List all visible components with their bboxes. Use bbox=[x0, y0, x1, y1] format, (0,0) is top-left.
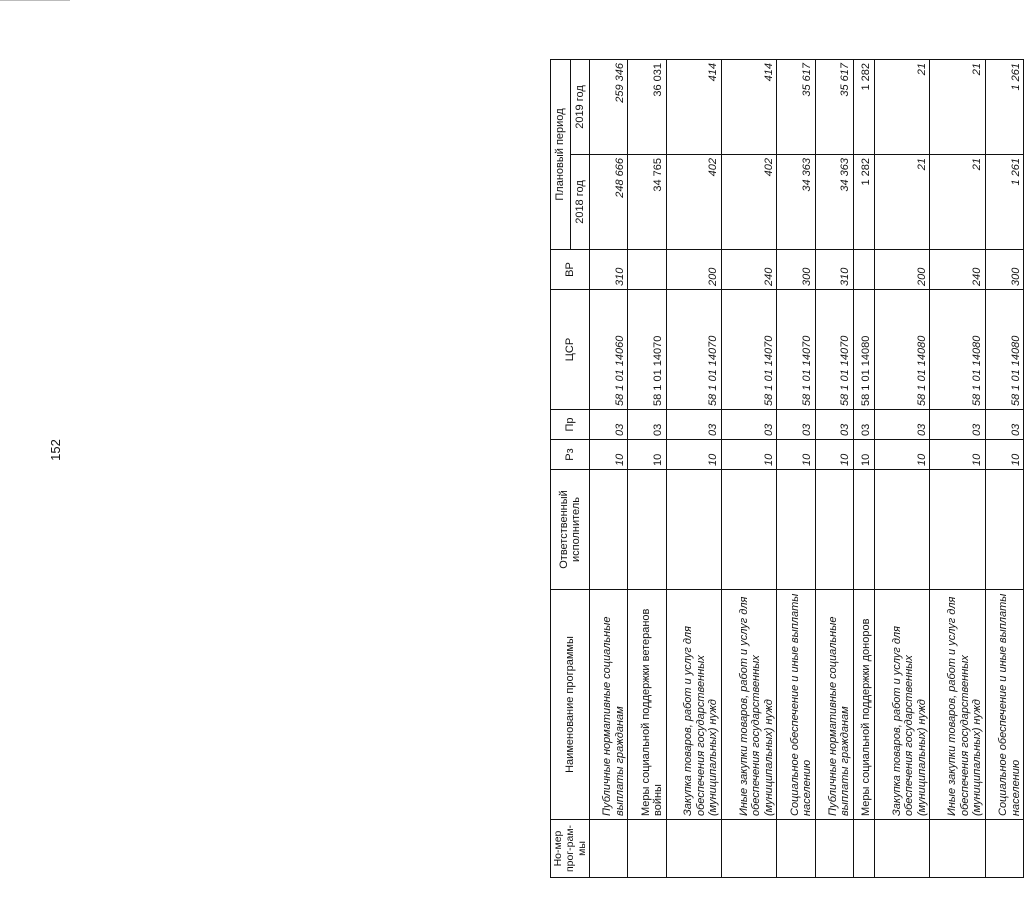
cell-rz: 10 bbox=[777, 440, 815, 470]
cell-pr: 03 bbox=[985, 410, 1023, 440]
cell-vr: 200 bbox=[666, 250, 721, 290]
cell-rz: 10 bbox=[721, 440, 776, 470]
cell-executor bbox=[985, 470, 1023, 590]
cell-program-name: Закупка товаров, работ и услуг для обеспечения государственных (муниципальных) нужд bbox=[874, 590, 929, 820]
cell-number bbox=[777, 820, 815, 878]
cell-2019: 36 031 bbox=[628, 60, 666, 155]
cell-program-name: Меры социальной поддержки ветеранов войны bbox=[628, 590, 666, 820]
cell-2019: 1 282 bbox=[853, 60, 874, 155]
rotated-table-container bbox=[550, 60, 1022, 878]
cell-vr: 310 bbox=[815, 250, 853, 290]
cell-number bbox=[666, 820, 721, 878]
cell-rz: 10 bbox=[590, 440, 628, 470]
header-rz: Рз bbox=[551, 440, 590, 470]
table-row bbox=[628, 60, 666, 878]
header-planned-period: Плановый период bbox=[551, 60, 571, 250]
cell-2019: 35 617 bbox=[777, 60, 815, 155]
cell-program-name: Публичные нормативные социальные выплаты гражданам bbox=[590, 590, 628, 820]
cell-pr: 03 bbox=[628, 410, 666, 440]
cell-2019: 21 bbox=[874, 60, 929, 155]
cell-program-name: Меры социальной поддержки доноров bbox=[853, 590, 874, 820]
cell-rz: 10 bbox=[628, 440, 666, 470]
cell-rz: 10 bbox=[815, 440, 853, 470]
cell-csr: 58 1 01 14080 bbox=[930, 290, 985, 410]
cell-vr: 240 bbox=[721, 250, 776, 290]
table-row bbox=[815, 60, 853, 878]
cell-executor bbox=[874, 470, 929, 590]
cell-2019: 1 261 bbox=[985, 60, 1023, 155]
cell-program-name: Иные закупки товаров, работ и услуг для обеспечения государственных (муниципальных) нужд bbox=[721, 590, 776, 820]
cell-pr: 03 bbox=[853, 410, 874, 440]
cell-pr: 03 bbox=[930, 410, 985, 440]
cell-2019: 414 bbox=[721, 60, 776, 155]
cell-2018: 34 765 bbox=[628, 155, 666, 250]
cell-program-name: Иные закупки товаров, работ и услуг для обеспечения государственных (муниципальных) нужд bbox=[930, 590, 985, 820]
cell-program-name: Публичные нормативные социальные выплаты гражданам bbox=[815, 590, 853, 820]
cell-vr: 300 bbox=[777, 250, 815, 290]
table-header bbox=[551, 60, 590, 878]
cell-number bbox=[721, 820, 776, 878]
cell-csr: 58 1 01 14080 bbox=[985, 290, 1023, 410]
cell-2018: 248 666 bbox=[590, 155, 628, 250]
cell-csr: 58 1 01 14070 bbox=[777, 290, 815, 410]
cell-2019: 35 617 bbox=[815, 60, 853, 155]
cell-csr: 58 1 01 14070 bbox=[721, 290, 776, 410]
cell-vr: 310 bbox=[590, 250, 628, 290]
cell-vr bbox=[628, 250, 666, 290]
cell-executor bbox=[815, 470, 853, 590]
cell-vr bbox=[853, 250, 874, 290]
cell-csr: 58 1 01 14060 bbox=[590, 290, 628, 410]
cell-program-name: Закупка товаров, работ и услуг для обеспечения государственных (муниципальных) нужд bbox=[666, 590, 721, 820]
cell-2018: 34 363 bbox=[777, 155, 815, 250]
cell-executor bbox=[930, 470, 985, 590]
header-program-name: Наименование программы bbox=[551, 590, 590, 820]
cell-rz: 10 bbox=[666, 440, 721, 470]
cell-csr: 58 1 01 14080 bbox=[853, 290, 874, 410]
cell-pr: 03 bbox=[777, 410, 815, 440]
cell-number bbox=[853, 820, 874, 878]
cell-vr: 300 bbox=[985, 250, 1023, 290]
cell-vr: 200 bbox=[874, 250, 929, 290]
cell-rz: 10 bbox=[874, 440, 929, 470]
table-row bbox=[666, 60, 721, 878]
header-number: Но-мер прог-рам-мы bbox=[551, 820, 590, 878]
header-pr: Пр bbox=[551, 410, 590, 440]
cell-number bbox=[628, 820, 666, 878]
cell-executor bbox=[590, 470, 628, 590]
cell-number bbox=[815, 820, 853, 878]
header-vr: ВР bbox=[551, 250, 590, 290]
cell-csr: 58 1 01 14070 bbox=[628, 290, 666, 410]
page-number: 152 bbox=[48, 439, 63, 461]
cell-pr: 03 bbox=[590, 410, 628, 440]
cell-program-name: Социальное обеспечение и иные выплаты населению bbox=[985, 590, 1023, 820]
cell-2019: 21 bbox=[930, 60, 985, 155]
table-row bbox=[777, 60, 815, 878]
cell-rz: 10 bbox=[985, 440, 1023, 470]
cell-executor bbox=[777, 470, 815, 590]
cell-executor bbox=[628, 470, 666, 590]
header-executor: Ответственный исполнитель bbox=[551, 470, 590, 590]
header-year-2018: 2018 год bbox=[570, 155, 590, 250]
table-body bbox=[590, 60, 1024, 878]
cell-2019: 259 346 bbox=[590, 60, 628, 155]
table-row bbox=[874, 60, 929, 878]
cell-2019: 414 bbox=[666, 60, 721, 155]
header-csr: ЦСР bbox=[551, 290, 590, 410]
header-year-2019: 2019 год bbox=[570, 60, 590, 155]
cell-number bbox=[930, 820, 985, 878]
cell-program-name: Социальное обеспечение и иные выплаты населению bbox=[777, 590, 815, 820]
cell-executor bbox=[853, 470, 874, 590]
cell-rz: 10 bbox=[853, 440, 874, 470]
cell-2018: 1 282 bbox=[853, 155, 874, 250]
cell-rz: 10 bbox=[930, 440, 985, 470]
table-row bbox=[985, 60, 1023, 878]
cell-2018: 402 bbox=[666, 155, 721, 250]
cell-executor bbox=[721, 470, 776, 590]
cell-2018: 34 363 bbox=[815, 155, 853, 250]
scan-edge-mark bbox=[0, 0, 70, 7]
cell-pr: 03 bbox=[666, 410, 721, 440]
cell-vr: 240 bbox=[930, 250, 985, 290]
cell-csr: 58 1 01 14080 bbox=[874, 290, 929, 410]
cell-pr: 03 bbox=[815, 410, 853, 440]
table-row bbox=[853, 60, 874, 878]
cell-csr: 58 1 01 14070 bbox=[666, 290, 721, 410]
cell-2018: 21 bbox=[874, 155, 929, 250]
cell-pr: 03 bbox=[874, 410, 929, 440]
budget-table bbox=[550, 59, 1024, 878]
cell-2018: 21 bbox=[930, 155, 985, 250]
cell-number bbox=[985, 820, 1023, 878]
cell-number bbox=[874, 820, 929, 878]
table-row bbox=[930, 60, 985, 878]
cell-pr: 03 bbox=[721, 410, 776, 440]
cell-executor bbox=[666, 470, 721, 590]
table-row bbox=[721, 60, 776, 878]
table-row bbox=[590, 60, 628, 878]
cell-csr: 58 1 01 14070 bbox=[815, 290, 853, 410]
cell-2018: 1 261 bbox=[985, 155, 1023, 250]
cell-2018: 402 bbox=[721, 155, 776, 250]
cell-number bbox=[590, 820, 628, 878]
